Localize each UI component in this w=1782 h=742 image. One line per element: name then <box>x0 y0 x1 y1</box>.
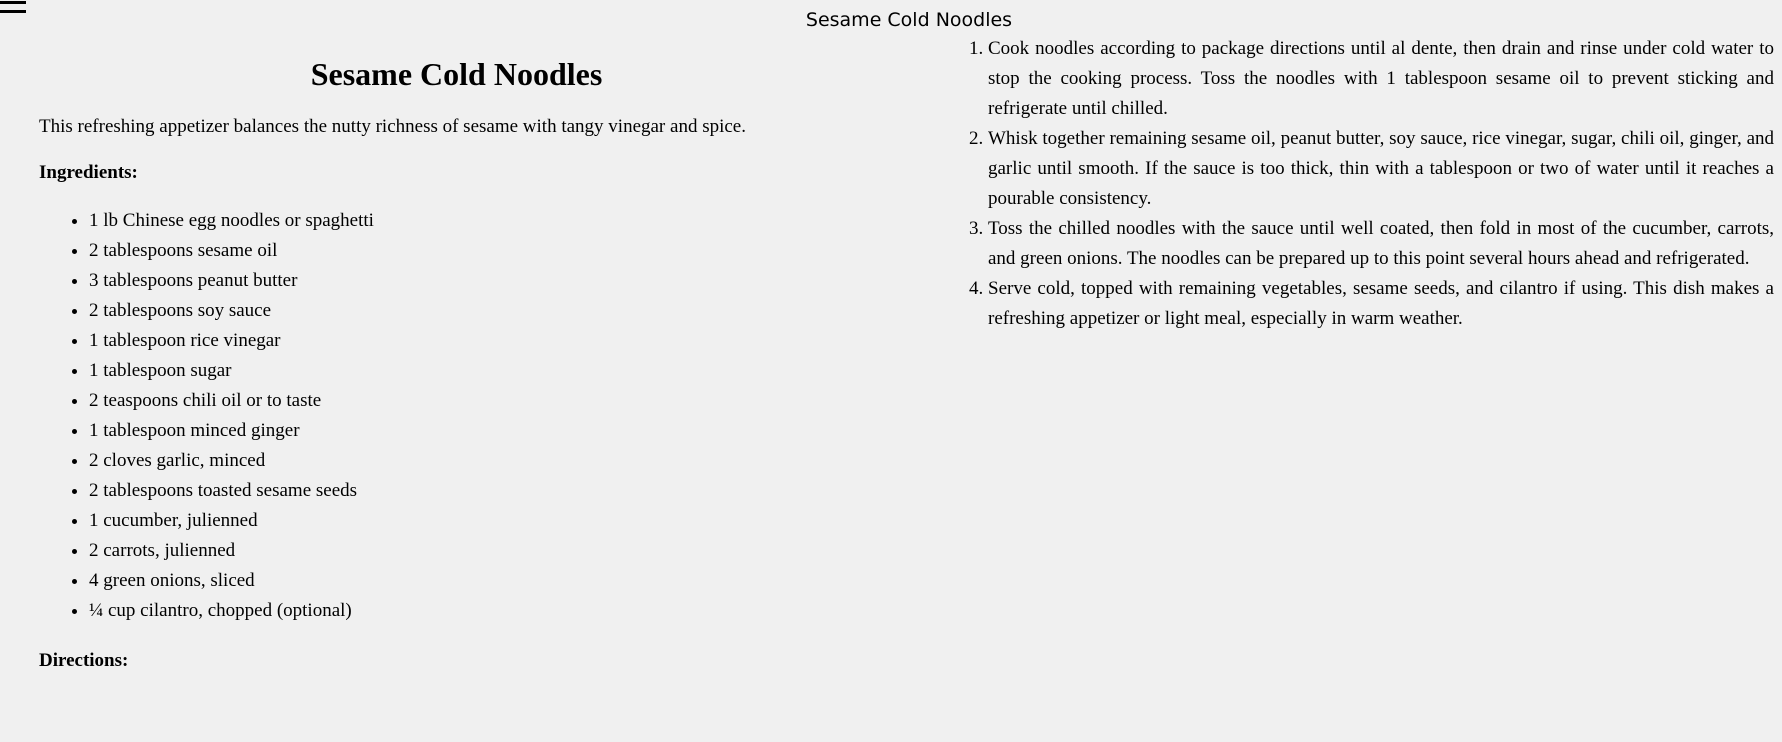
ingredient-item: • 2 carrots, julienned <box>89 536 874 566</box>
direction-step: 3. Toss the chilled noodles with the sauce until well coated, then fold in most of the cucumber, carrots, and green onions. The noodles can be prepared up to this point several hours ahead and refrigerated. <box>988 214 1774 274</box>
ingredient-item: • ¼ cup cilantro, chopped (optional) <box>89 596 874 626</box>
ingredient-item: • 2 tablespoons toasted sesame seeds <box>89 476 874 506</box>
ingredient-item: • 1 lb Chinese egg noodles or spaghetti <box>89 206 874 236</box>
ingredients-list <box>39 206 874 626</box>
recipe-intro: This refreshing appetizer balances the nutty richness of sesame with tangy vinegar and spice. <box>39 116 746 137</box>
direction-step: 1. Cook noodles according to package directions until al dente, then drain and rinse under cold water to stop the cooking process. Toss the noodles with 1 tablespoon sesame oil to prevent sticking and refrigerate until chilled. <box>988 34 1774 124</box>
ingredient-item: • 1 tablespoon rice vinegar <box>89 326 874 356</box>
ingredient-item: • 2 tablespoons sesame oil <box>89 236 874 266</box>
direction-step: 4. Serve cold, topped with remaining vegetables, sesame seeds, and cilantro if using. This dish makes a refreshing appetizer or light meal, especially in warm weather. <box>988 274 1774 334</box>
ingredient-item: • 2 cloves garlic, minced <box>89 446 874 476</box>
ingredients-heading: Ingredients: <box>39 162 138 183</box>
recipe-title: Sesame Cold Noodles <box>310 56 603 92</box>
ingredient-item: • 2 teaspoons chili oil or to taste <box>89 386 874 416</box>
directions-list <box>948 34 1774 334</box>
left-column <box>39 50 874 676</box>
directions-heading: Directions: <box>39 650 129 671</box>
ingredient-item: • 4 green onions, sliced <box>89 566 874 596</box>
ingredient-item: • 1 cucumber, julienned <box>89 506 874 536</box>
ingredient-item: • 1 tablespoon minced ginger <box>89 416 874 446</box>
direction-step: 2. Whisk together remaining sesame oil, peanut butter, soy sauce, rice vinegar, sugar, chili oil, ginger, and garlic until smooth. If the sauce is too thick, thin with a tablespoon or two of water until it reaches a pourable consistency. <box>988 124 1774 214</box>
ingredient-item: • 2 tablespoons soy sauce <box>89 296 874 326</box>
ingredient-item: • 3 tablespoons peanut butter <box>89 266 874 296</box>
window-title: Sesame Cold Noodles <box>805 9 1013 31</box>
right-column <box>948 34 1774 334</box>
ingredient-item: • 1 tablespoon sugar <box>89 356 874 386</box>
